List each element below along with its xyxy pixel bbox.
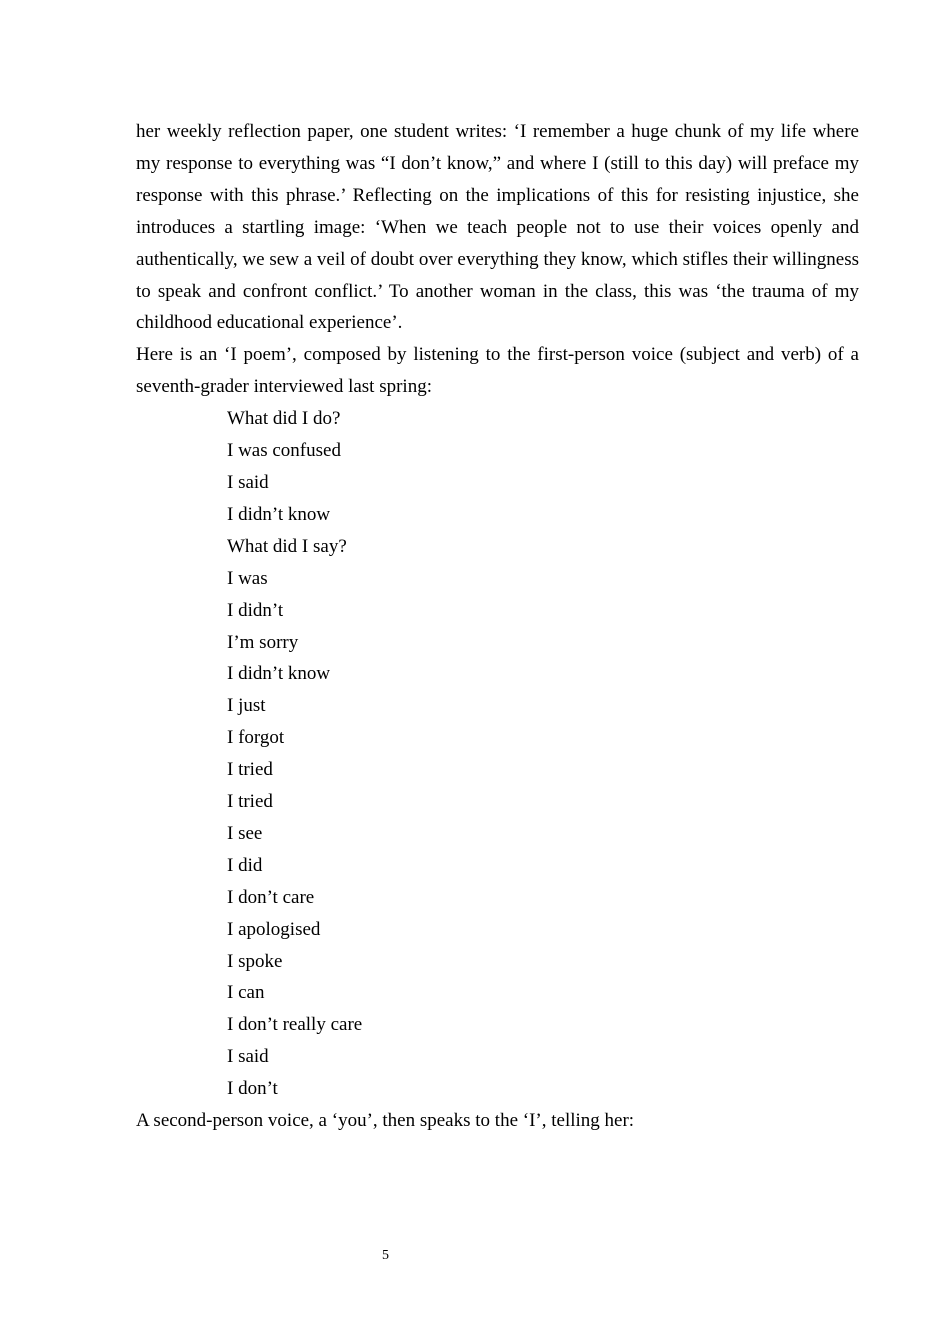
poem-line: I tried <box>227 759 273 781</box>
poem-line: I didn’t know <box>227 663 331 685</box>
paragraph-reflection: her weekly reflection paper, one student writes: ‘I remember a huge chunk of my life where my response to everything was “I don’t know,” and where I (still to this day) will preface my response with this phrase.’ Reflecting on the implications of this for resisting injustice, she introduces a startling image: ‘When we teach people not to use their voices openly and authentically, we sew a veil of doubt over everything they know, which stifles their willingness to speak and confront conflict.’ To another woman in the class, this was ‘the trauma of my childhood educational experience’. <box>136 121 859 334</box>
poem-line: I can <box>227 982 265 1004</box>
poem-line: I said <box>227 471 269 493</box>
page-number: 5 <box>382 1248 389 1263</box>
i-poem <box>136 403 859 1105</box>
poem-line: I just <box>227 695 266 717</box>
poem-line: I did <box>227 854 263 876</box>
paragraph-i-poem-intro: Here is an ‘I poem’, composed by listening to the first-person voice (subject and verb) of a seventh-grader interviewed last spring: <box>136 344 859 398</box>
poem-line: I didn’t know <box>227 503 331 525</box>
paragraph-second-person: A second-person voice, a ‘you’, then speaks to the ‘I’, telling her: <box>136 1110 635 1132</box>
poem-line: I forgot <box>227 727 285 749</box>
poem-line: I spoke <box>227 950 283 972</box>
poem-line: I’m sorry <box>227 631 299 653</box>
poem-line: What did I say? <box>227 535 347 557</box>
poem-line: I didn’t <box>227 599 284 621</box>
poem-line: I see <box>227 822 263 844</box>
poem-line: I was <box>227 567 268 589</box>
poem-line: I apologised <box>227 918 321 940</box>
poem-line: I was confused <box>227 440 341 462</box>
poem-line: I tried <box>227 791 273 813</box>
poem-line: I don’t <box>227 1078 278 1100</box>
poem-line: I don’t care <box>227 886 315 908</box>
poem-line: I said <box>227 1046 269 1068</box>
body-text <box>136 116 859 1137</box>
poem-line: I don’t really care <box>227 1014 363 1036</box>
poem-line: What did I do? <box>227 408 341 430</box>
